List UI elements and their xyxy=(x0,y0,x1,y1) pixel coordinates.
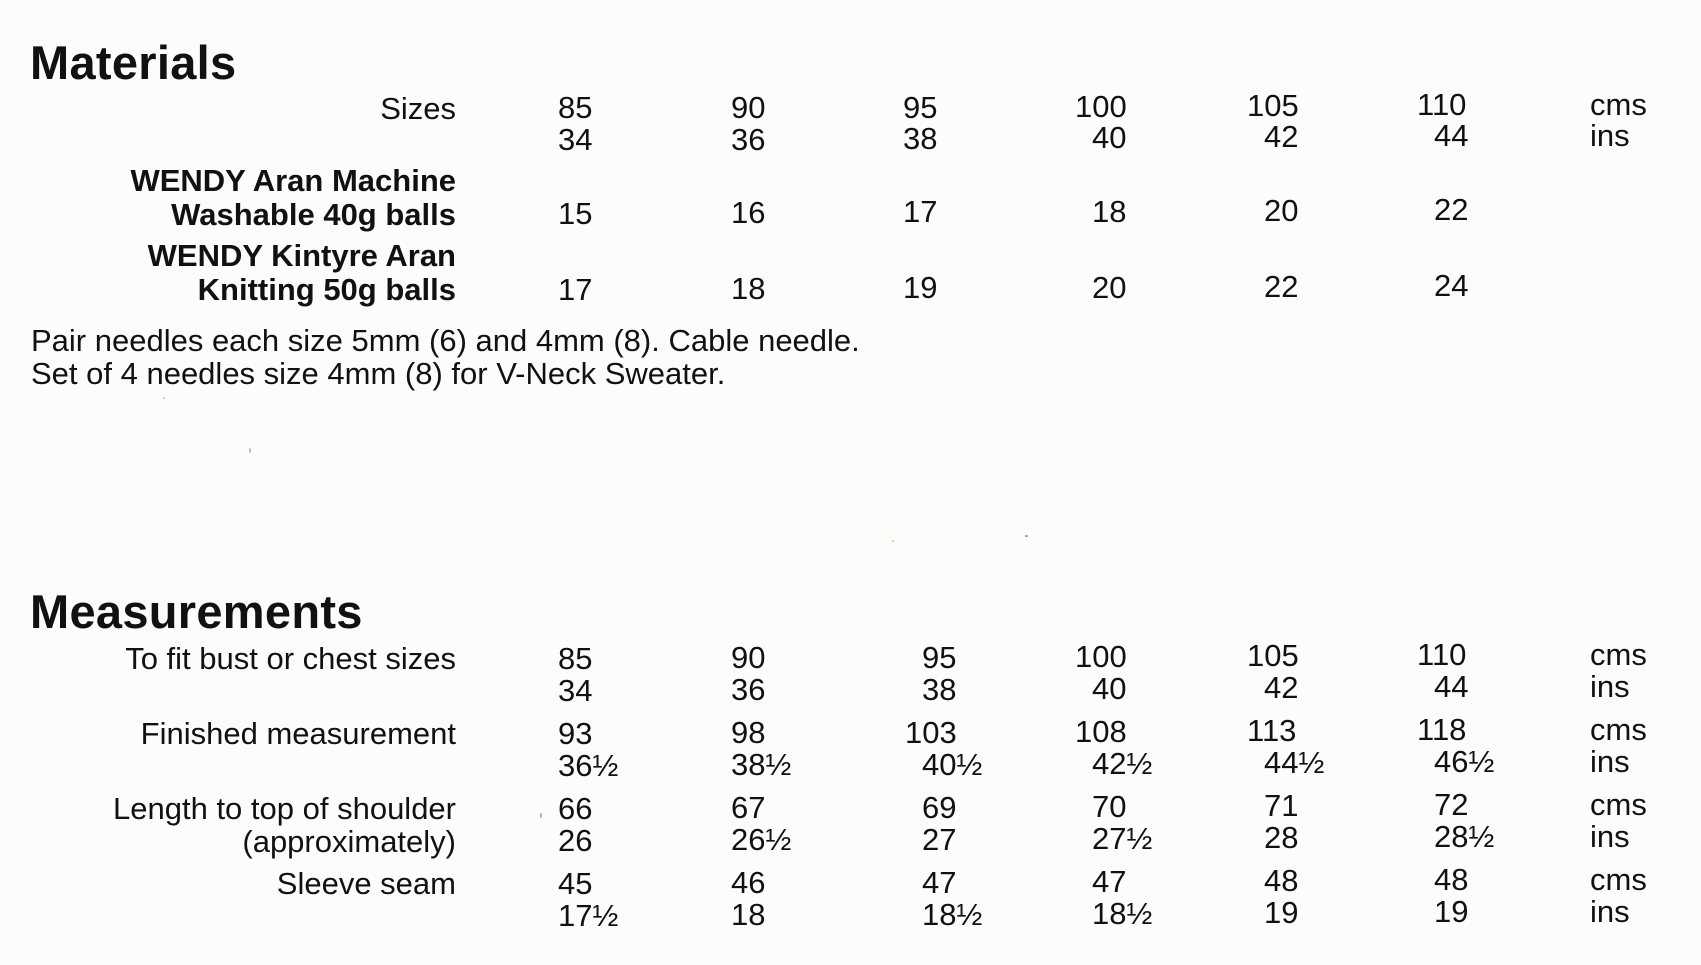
bust-ins-6: 44 xyxy=(1434,669,1469,704)
sleeve-ins-1: 17½ xyxy=(558,898,619,933)
materials-unit-ins: ins xyxy=(1590,118,1630,153)
finished-cms-4: 108 xyxy=(1075,714,1127,749)
needles-note-1: Pair needles each size 5mm (6) and 4mm (8). Cable needle. xyxy=(31,323,860,358)
finished-cms-2: 98 xyxy=(731,715,766,750)
materials-size-cms-1: 85 xyxy=(558,90,593,125)
finished-cms-6: 118 xyxy=(1417,712,1467,747)
length-cms-3: 69 xyxy=(922,790,957,825)
finished-ins-6: 46½ xyxy=(1434,744,1495,779)
sleeve-label: Sleeve seam xyxy=(276,866,456,901)
yarn1-value-6: 22 xyxy=(1434,192,1469,227)
materials-size-cms-4: 100 xyxy=(1075,89,1127,124)
materials-size-ins-1: 34 xyxy=(558,122,593,157)
finished-unit-ins: ins xyxy=(1590,744,1630,779)
yarn2-value-5: 22 xyxy=(1264,269,1299,304)
length-cms-6: 72 xyxy=(1434,787,1469,822)
sleeve-unit-ins: ins xyxy=(1590,894,1630,929)
yarn2-label-line2: Knitting 50g balls xyxy=(197,272,456,307)
length-ins-2: 26½ xyxy=(731,822,792,857)
materials-heading: Materials xyxy=(30,36,237,89)
sleeve-unit-cms: cms xyxy=(1590,862,1647,897)
yarn2-value-6: 24 xyxy=(1434,268,1469,303)
measurements-heading: Measurements xyxy=(30,585,363,638)
sleeve-ins-5: 19 xyxy=(1264,895,1299,930)
finished-label: Finished measurement xyxy=(140,716,456,751)
materials-size-ins-4: 40 xyxy=(1092,120,1127,155)
bust-ins-3: 38 xyxy=(922,672,957,707)
sizes-label: Sizes xyxy=(380,91,456,126)
yarn2-value-2: 18 xyxy=(731,271,766,306)
yarn1-value-4: 18 xyxy=(1092,194,1127,229)
scan-speck xyxy=(540,813,542,818)
yarn1-value-5: 20 xyxy=(1264,193,1299,228)
sleeve-cms-4: 47 xyxy=(1092,864,1127,899)
length-unit-cms: cms xyxy=(1590,787,1647,822)
sleeve-cms-2: 46 xyxy=(731,865,766,900)
finished-ins-4: 42½ xyxy=(1092,746,1153,781)
bust-unit-ins: ins xyxy=(1590,669,1630,704)
yarn1-label-line1: WENDY Aran Machine xyxy=(130,163,456,198)
bust-ins-2: 36 xyxy=(731,672,766,707)
bust-cms-3: 95 xyxy=(922,640,957,675)
finished-cms-5: 113 xyxy=(1247,713,1297,748)
materials-unit-cms: cms xyxy=(1590,87,1647,122)
scan-speck xyxy=(163,397,165,399)
bust-unit-cms: cms xyxy=(1590,637,1647,672)
length-ins-4: 27½ xyxy=(1092,821,1153,856)
bust-cms-2: 90 xyxy=(731,640,766,675)
materials-size-cms-5: 105 xyxy=(1247,88,1299,123)
bust-label: To fit bust or chest sizes xyxy=(125,641,456,676)
finished-ins-5: 44½ xyxy=(1264,745,1325,780)
materials-size-ins-3: 38 xyxy=(903,121,938,156)
scan-speck xyxy=(892,540,894,542)
yarn1-label-line2: Washable 40g balls xyxy=(171,197,456,232)
bust-cms-5: 105 xyxy=(1247,638,1299,673)
sleeve-cms-5: 48 xyxy=(1264,863,1299,898)
bust-ins-1: 34 xyxy=(558,673,593,708)
length-cms-1: 66 xyxy=(558,791,593,826)
length-cms-4: 70 xyxy=(1092,789,1127,824)
length-label-line2: (approximately) xyxy=(242,824,456,859)
needles-note-2: Set of 4 needles size 4mm (8) for V-Neck Sweater. xyxy=(31,356,726,391)
bust-cms-6: 110 xyxy=(1417,637,1467,672)
sleeve-ins-4: 18½ xyxy=(1092,896,1153,931)
materials-size-cms-6: 110 xyxy=(1417,87,1467,122)
bust-ins-4: 40 xyxy=(1092,671,1127,706)
length-ins-6: 28½ xyxy=(1434,819,1495,854)
length-ins-3: 27 xyxy=(922,822,957,857)
finished-ins-3: 40½ xyxy=(922,747,983,782)
finished-ins-1: 36½ xyxy=(558,748,619,783)
materials-size-ins-6: 44 xyxy=(1434,118,1469,153)
bust-cms-1: 85 xyxy=(558,641,593,676)
scan-speck xyxy=(249,448,251,453)
scan-speck xyxy=(1025,535,1028,537)
sleeve-cms-1: 45 xyxy=(558,866,593,901)
yarn1-value-2: 16 xyxy=(731,195,766,230)
bust-cms-4: 100 xyxy=(1075,639,1127,674)
yarn2-value-4: 20 xyxy=(1092,270,1127,305)
yarn2-label-line1: WENDY Kintyre Aran xyxy=(147,238,456,273)
yarn2-value-1: 17 xyxy=(558,272,593,307)
length-cms-2: 67 xyxy=(731,790,766,825)
length-label-line1: Length to top of shoulder xyxy=(113,791,456,826)
length-ins-5: 28 xyxy=(1264,820,1299,855)
sleeve-cms-3: 47 xyxy=(922,865,957,900)
finished-unit-cms: cms xyxy=(1590,712,1647,747)
sleeve-ins-2: 18 xyxy=(731,897,766,932)
materials-size-cms-2: 90 xyxy=(731,90,766,125)
length-unit-ins: ins xyxy=(1590,819,1630,854)
finished-cms-3: 103 xyxy=(905,715,957,750)
sleeve-ins-3: 18½ xyxy=(922,897,983,932)
yarn2-value-3: 19 xyxy=(903,270,938,305)
materials-size-ins-5: 42 xyxy=(1264,119,1299,154)
sleeve-ins-6: 19 xyxy=(1434,894,1469,929)
length-ins-1: 26 xyxy=(558,823,593,858)
finished-ins-2: 38½ xyxy=(731,747,792,782)
finished-cms-1: 93 xyxy=(558,716,593,751)
bust-ins-5: 42 xyxy=(1264,670,1299,705)
length-cms-5: 71 xyxy=(1264,788,1299,823)
materials-size-ins-2: 36 xyxy=(731,122,766,157)
sleeve-cms-6: 48 xyxy=(1434,862,1469,897)
yarn1-value-3: 17 xyxy=(903,194,938,229)
yarn1-value-1: 15 xyxy=(558,196,593,231)
materials-size-cms-3: 95 xyxy=(903,90,938,125)
